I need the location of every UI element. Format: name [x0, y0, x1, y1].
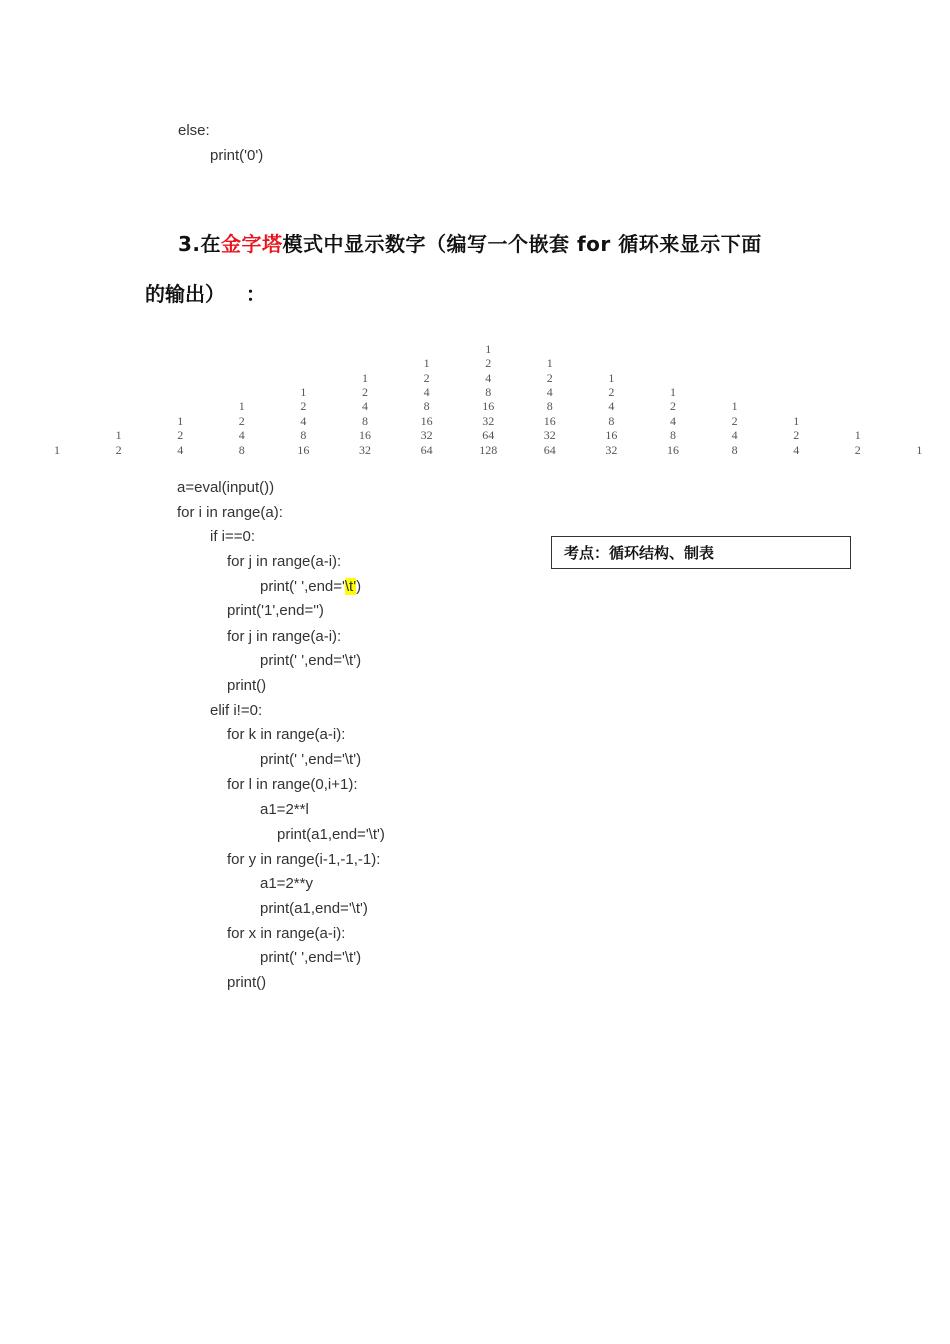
pyramid-column	[350, 371, 380, 457]
code-line: print(a1,end='\t')	[260, 900, 368, 917]
code-line: print(' ',end='\t')	[260, 751, 362, 768]
pyramid-number: 8	[485, 385, 492, 400]
pyramid-column	[165, 414, 195, 457]
pyramid-number: 2	[423, 370, 430, 385]
pyramid-number: 1	[54, 442, 60, 457]
pyramid-number: 16	[297, 442, 310, 457]
code-line: print('1',end='')	[227, 602, 324, 619]
pyramid-number: 2	[854, 442, 861, 457]
pyramid-number: 2	[731, 413, 738, 428]
pyramid-number: 8	[608, 413, 615, 428]
pyramid-number: 64	[482, 428, 495, 443]
pyramid-number: 1	[731, 399, 738, 414]
pyramid-number: 2	[670, 399, 676, 414]
code-line: print()	[227, 677, 267, 694]
pyramid-number: 32	[543, 428, 556, 443]
question-heading-line2: 的输出） ：	[145, 282, 266, 306]
pyramid-number: 8	[670, 428, 676, 443]
question-heading	[178, 228, 762, 257]
pyramid-number: 1	[423, 356, 430, 371]
pyramid-number: 4	[423, 385, 430, 399]
pyramid-column	[720, 399, 750, 457]
code-line: for i in range(a):	[177, 504, 283, 521]
code-line: for k in range(a-i):	[227, 726, 346, 743]
code-line: for y in range(i-1,-1,-1):	[227, 851, 381, 868]
code-line: a1=2**y	[260, 875, 313, 892]
pyramid-number: 1	[485, 341, 492, 356]
code-line: for x in range(a-i):	[227, 925, 346, 942]
pyramid-number: 8	[238, 442, 245, 457]
pyramid-number: 4	[485, 370, 492, 385]
pyramid-number: 4	[300, 413, 307, 428]
highlight-mark: \t'	[344, 578, 357, 595]
pyramid-number: 64	[543, 442, 556, 457]
code-line: a1=2**l	[260, 801, 309, 818]
pyramid-number: 8	[362, 413, 368, 428]
pyramid-number: 2	[793, 428, 800, 443]
pyramid-number: 1	[608, 370, 615, 385]
pyramid-number: 2	[177, 428, 184, 443]
pyramid-number: 2	[362, 385, 368, 399]
heading-highlight: 金字塔	[221, 232, 283, 256]
code-line: print()	[227, 974, 267, 991]
pyramid-number: 1	[238, 399, 245, 414]
code-line: print(a1,end='\t')	[277, 826, 385, 843]
pyramid-number: 128	[479, 442, 498, 457]
code-line: print(' ',end='\t')	[260, 949, 362, 966]
pyramid-column	[473, 342, 503, 457]
pyramid-column	[104, 428, 134, 457]
pyramid-number: 64	[420, 442, 433, 457]
pyramid-column	[596, 371, 626, 457]
pyramid-column	[904, 443, 934, 457]
code-line: a=eval(input())	[177, 479, 275, 496]
pyramid-number: 1	[177, 413, 184, 428]
pyramid-number: 16	[605, 428, 618, 443]
pyramid-number: 4	[608, 399, 615, 414]
pyramid-column	[658, 385, 688, 457]
pyramid-number: 4	[793, 442, 800, 457]
pyramid-column	[288, 385, 318, 457]
pyramid-number: 8	[300, 428, 307, 443]
pyramid-number: 16	[420, 413, 433, 428]
pyramid-number: 8	[546, 399, 553, 414]
code-line: for j in range(a-i):	[227, 553, 342, 570]
code-line: else:	[178, 122, 210, 139]
pyramid-number: 1	[793, 413, 800, 428]
pyramid-number: 8	[731, 442, 738, 457]
pyramid-number: 1	[115, 428, 122, 443]
pyramid-number: 4	[238, 428, 245, 443]
pyramid-number: 2	[485, 356, 492, 371]
code-line: print(' ',end='\t')	[260, 652, 362, 669]
pyramid-column	[412, 356, 442, 457]
pyramid-number: 2	[546, 370, 553, 385]
pyramid-column	[42, 443, 72, 457]
pyramid-number: 32	[420, 428, 433, 443]
pyramid-column	[781, 414, 811, 457]
pyramid-number: 32	[482, 413, 495, 428]
pyramid-number: 8	[423, 399, 430, 414]
code-line-highlighted: print(' ',end='\t')	[260, 578, 362, 595]
pyramid-number: 4	[670, 413, 676, 428]
pyramid-number: 2	[608, 385, 615, 399]
pyramid-number: 2	[300, 399, 307, 414]
pyramid-number: 1	[362, 370, 368, 385]
pyramid-number: 4	[362, 399, 368, 414]
exam-point-box: 考点：循环结构、制表	[551, 536, 851, 569]
pyramid-number: 1	[300, 385, 307, 399]
heading-number: 3.在	[178, 232, 222, 256]
pyramid-number: 16	[482, 399, 495, 414]
code-line: for l in range(0,i+1):	[227, 776, 358, 793]
pyramid-column	[843, 428, 873, 457]
pyramid-column	[227, 399, 257, 457]
code-line: print('0')	[210, 147, 264, 164]
pyramid-number: 1	[854, 428, 861, 443]
heading-text: 模式中显示数字（编写一个嵌套 for 循环来显示下面	[282, 232, 762, 256]
pyramid-number: 16	[359, 428, 371, 443]
pyramid-number: 32	[605, 442, 618, 457]
pyramid-number: 2	[115, 442, 122, 457]
pyramid-number: 4	[731, 428, 738, 443]
code-line: if i==0:	[210, 528, 256, 545]
pyramid-number: 1	[546, 356, 553, 371]
pyramid-number: 16	[543, 413, 556, 428]
pyramid-number: 4	[177, 442, 184, 457]
pyramid-column	[535, 356, 565, 457]
pyramid-number: 1	[670, 385, 676, 399]
pyramid-number: 32	[359, 442, 371, 457]
pyramid-number: 1	[916, 442, 923, 457]
code-line: elif i!=0:	[210, 702, 263, 719]
pyramid-number: 16	[667, 442, 679, 457]
pyramid-number: 2	[238, 413, 245, 428]
pyramid-number: 4	[546, 385, 553, 399]
code-line: for j in range(a-i):	[227, 628, 342, 645]
